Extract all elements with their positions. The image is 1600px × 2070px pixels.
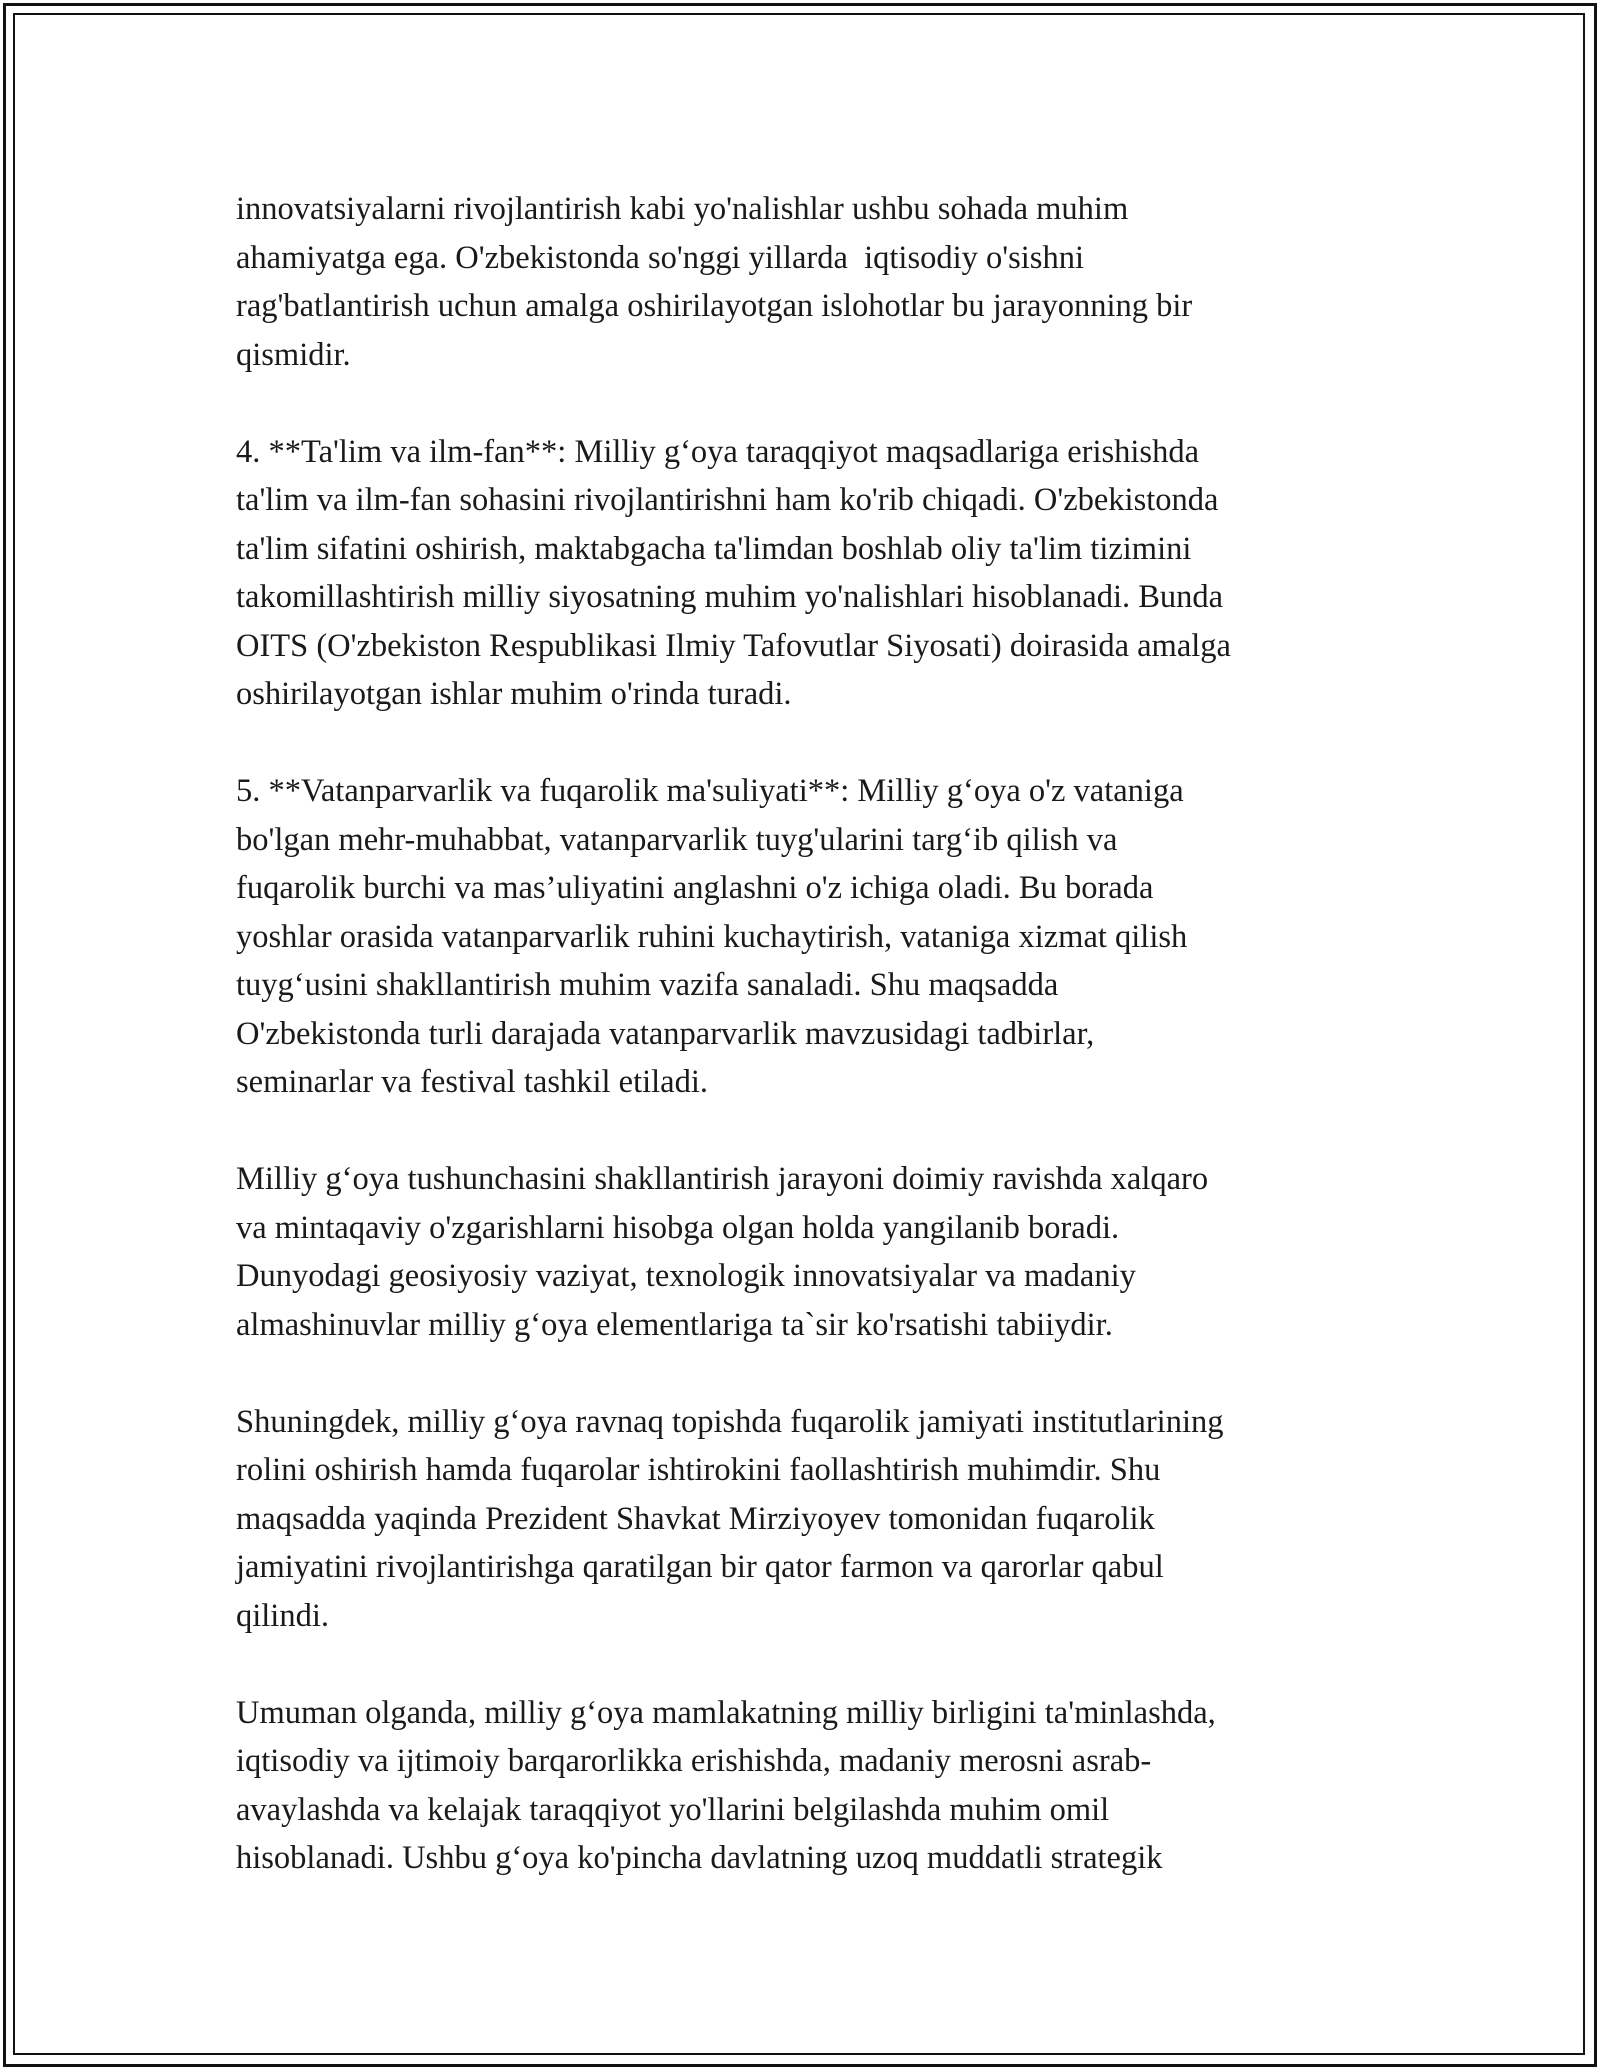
text-line: hisoblanadi. Ushbu gʻoya ko'pincha davlatning uzoq muddatli strategik: [236, 1840, 1163, 1876]
text-line: rag'batlantirish uchun amalga oshirilayotgan islohotlar bu jarayonning bir: [236, 288, 1193, 324]
text-line: seminarlar va festival tashkil etiladi.: [236, 1064, 708, 1100]
text-line: Dunyodagi geosiyosiy vaziyat, texnologik innovatsiyalar va madaniy: [236, 1258, 1136, 1294]
text-line: OITS (O'zbekiston Respublikasi Ilmiy Tafovutlar Siyosati) doirasida amalga: [236, 627, 1231, 664]
text-line: ahamiyatga ega. O'zbekistonda so'nggi yillarda iqtisodiy o'sishni: [236, 239, 1084, 276]
text-line: rolini oshirish hamda fuqarolar ishtirokini faollashtirish muhimdir. Shu: [236, 1452, 1161, 1488]
text-line: avaylashda va kelajak taraqqiyot yo'llarini belgilashda muhim omil: [236, 1791, 1110, 1828]
text-line: almashinuvlar milliy gʻoya elementlariga ta`sir ko'rsatishi tabiiydir.: [236, 1306, 1113, 1343]
text-line: ta'lim va ilm-fan sohasini rivojlantirishni ham ko'rib chiqadi. O'zbekistonda: [236, 482, 1219, 518]
text-line: fuqarolik burchi va mas’uliyatini anglashni o'z ichiga oladi. Bu borada: [236, 870, 1154, 906]
paragraph-civil-society: [236, 1398, 1376, 1641]
text-line: O'zbekistonda turli darajada vatanparvarlik mavzusidagi tadbirlar,: [236, 1015, 1095, 1052]
paragraph-innovation-continuation: [236, 185, 1376, 379]
text-line: Shuningdek, milliy gʻoya ravnaq topishda fuqarolik jamiyati institutlarining: [236, 1403, 1224, 1440]
text-line: takomillashtirish milliy siyosatning muhim yo'nalishlari hisoblanadi. Bunda: [236, 579, 1224, 615]
text-line: yoshlar orasida vatanparvarlik ruhini kuchaytirish, vataniga xizmat qilish: [236, 918, 1188, 955]
text-line: tuygʻusini shakllantirish muhim vazifa sanaladi. Shu maqsadda: [236, 967, 1059, 1003]
paragraph-education-science: [236, 428, 1376, 719]
text-line: Umuman olganda, milliy gʻoya mamlakatning milliy birligini ta'minlashda,: [236, 1694, 1216, 1731]
text-line: maqsadda yaqinda Prezident Shavkat Mirziyoyev tomonidan fuqarolik: [236, 1500, 1155, 1537]
text-line: bo'lgan mehr-muhabbat, vatanparvarlik tuyg'ularini targʻib qilish va: [236, 821, 1118, 858]
text-line: jamiyatini rivojlantirishga qaratilgan bir qator farmon va qarorlar qabul: [236, 1549, 1164, 1585]
text-line: oshirilayotgan ishlar muhim o'rinda turadi.: [236, 676, 792, 712]
text-line: innovatsiyalarni rivojlantirish kabi yo'nalishlar ushbu sohada muhim: [236, 191, 1129, 227]
text-line: 5. **Vatanparvarlik va fuqarolik ma'suliyati**: Milliy gʻoya o'z vataniga: [236, 773, 1184, 809]
document-body: [236, 185, 1376, 1931]
paragraph-national-idea-formation: [236, 1155, 1376, 1349]
text-line: ta'lim sifatini oshirish, maktabgacha ta'limdan boshlab oliy ta'lim tizimini: [236, 530, 1192, 567]
text-line: Milliy gʻoya tushunchasini shakllantirish jarayoni doimiy ravishda xalqaro: [236, 1161, 1209, 1197]
text-line: qilindi.: [236, 1597, 329, 1634]
text-line: qismidir.: [236, 336, 351, 373]
text-line: va mintaqaviy o'zgarishlarni hisobga olgan holda yangilanib boradi.: [236, 1209, 1120, 1246]
paragraph-patriotism: [236, 767, 1376, 1107]
text-line: 4. **Ta'lim va ilm-fan**: Milliy gʻoya taraqqiyot maqsadlariga erishishda: [236, 433, 1200, 470]
paragraph-conclusion: [236, 1689, 1376, 1883]
text-line: iqtisodiy va ijtimoiy barqarorlikka erishishda, madaniy merosni asrab-: [236, 1743, 1152, 1779]
